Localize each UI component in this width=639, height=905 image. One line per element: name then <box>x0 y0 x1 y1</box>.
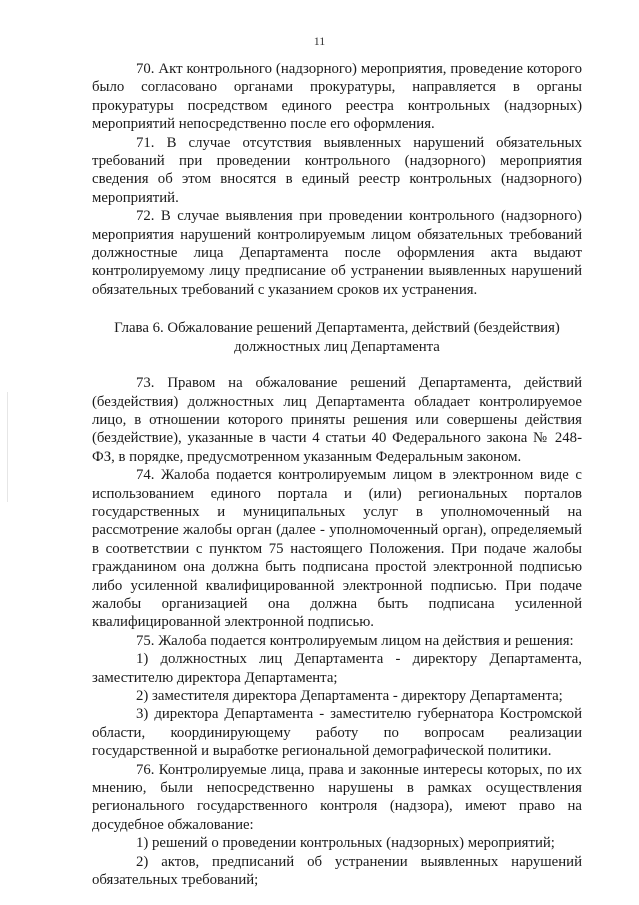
chapter-heading-line-1: Глава 6. Обжалование решений Департамента, действий (бездействия) <box>114 320 560 337</box>
document-body <box>92 60 582 889</box>
chapter-heading-line-2: должностных лиц Департамента <box>234 338 440 355</box>
paragraph-76-item-1: 1) решений о проведении контрольных (надзорных) мероприятий; <box>136 835 555 852</box>
paragraph-76-item-2: 2) актов, предписаний об устранении выявленных нарушений обязательных требований; <box>92 853 582 889</box>
chapter-heading <box>92 319 582 356</box>
paragraph-71: 71. В случае отсутствия выявленных нарушений обязательных требований при проведении контрольного (надзорного) мероприятия сведения об этом вносятся в единый реестр контрольных (надзорного) мероприятий. <box>92 134 582 206</box>
scan-edge-mark <box>7 392 8 502</box>
paragraph-75-item-3: 3) директора Департамента - заместителю губернатора Костромской области, координирующему работу по вопросам реализации государственной и выработке региональной демографической политики. <box>92 706 582 760</box>
paragraph-75: 75. Жалоба подается контролируемым лицом на действия и решения: <box>136 632 574 649</box>
page-number: 11 <box>313 34 326 48</box>
paragraph-72: 72. В случае выявления при проведении контрольного (надзорного) мероприятия нарушений контролируемым лицом обязательных требований должностные лица Департамента после оформления акта выдают контролируемому лицу предписание об устранении выявленных нарушений обязательных требований с указанием сроков их устранения. <box>92 208 582 298</box>
paragraph-70: 70. Акт контрольного (надзорного) мероприятия, проведение которого было согласовано органами прокуратуры, направляется в органы прокуратуры посредством единого реестра контрольных (надзорных) мероприятий непосредственно после его оформления. <box>92 61 582 133</box>
paragraph-73: 73. Правом на обжалование решений Департамента, действий (бездействия) должностных лиц Департамента обладает контролируемое лицо, в отношении которого приняты решения или совершены действия (бездействие), указанные в части 4 статьи 40 Федерального закона № 248-ФЗ, в порядке, предусмотренном указанным Федеральным законом. <box>92 375 582 465</box>
paragraph-75-item-1: 1) должностных лиц Департамента - директору Департамента, заместителю директора Департамента; <box>92 651 582 686</box>
paragraph-75-item-2: 2) заместителя директора Департамента - директору Департамента; <box>136 688 563 704</box>
paragraph-76: 76. Контролируемые лица, права и законные интересы которых, по их мнению, были непосредственно нарушены в рамках осуществления регионального государственного контроля (надзора), имеют право на досудебное обжалование: <box>92 761 582 833</box>
paragraph-74: 74. Жалоба подается контролируемым лицом в электронном виде с использованием единого портала и (или) региональных порталов государственных и муниципальных услуг в уполномоченный на рассмотрение жалобы орган (далее - уполномоченный орган), определяемый в соответствии с пунктом 75 настоящего Положения. При подаче жалобы гражданином она должна быть подписана простой электронной подписью либо усиленной квалифицированной электронной подписью. При подаче жалобы организацией она должна быть подписана усиленной квалифицированной электронной подписью. <box>92 467 582 631</box>
